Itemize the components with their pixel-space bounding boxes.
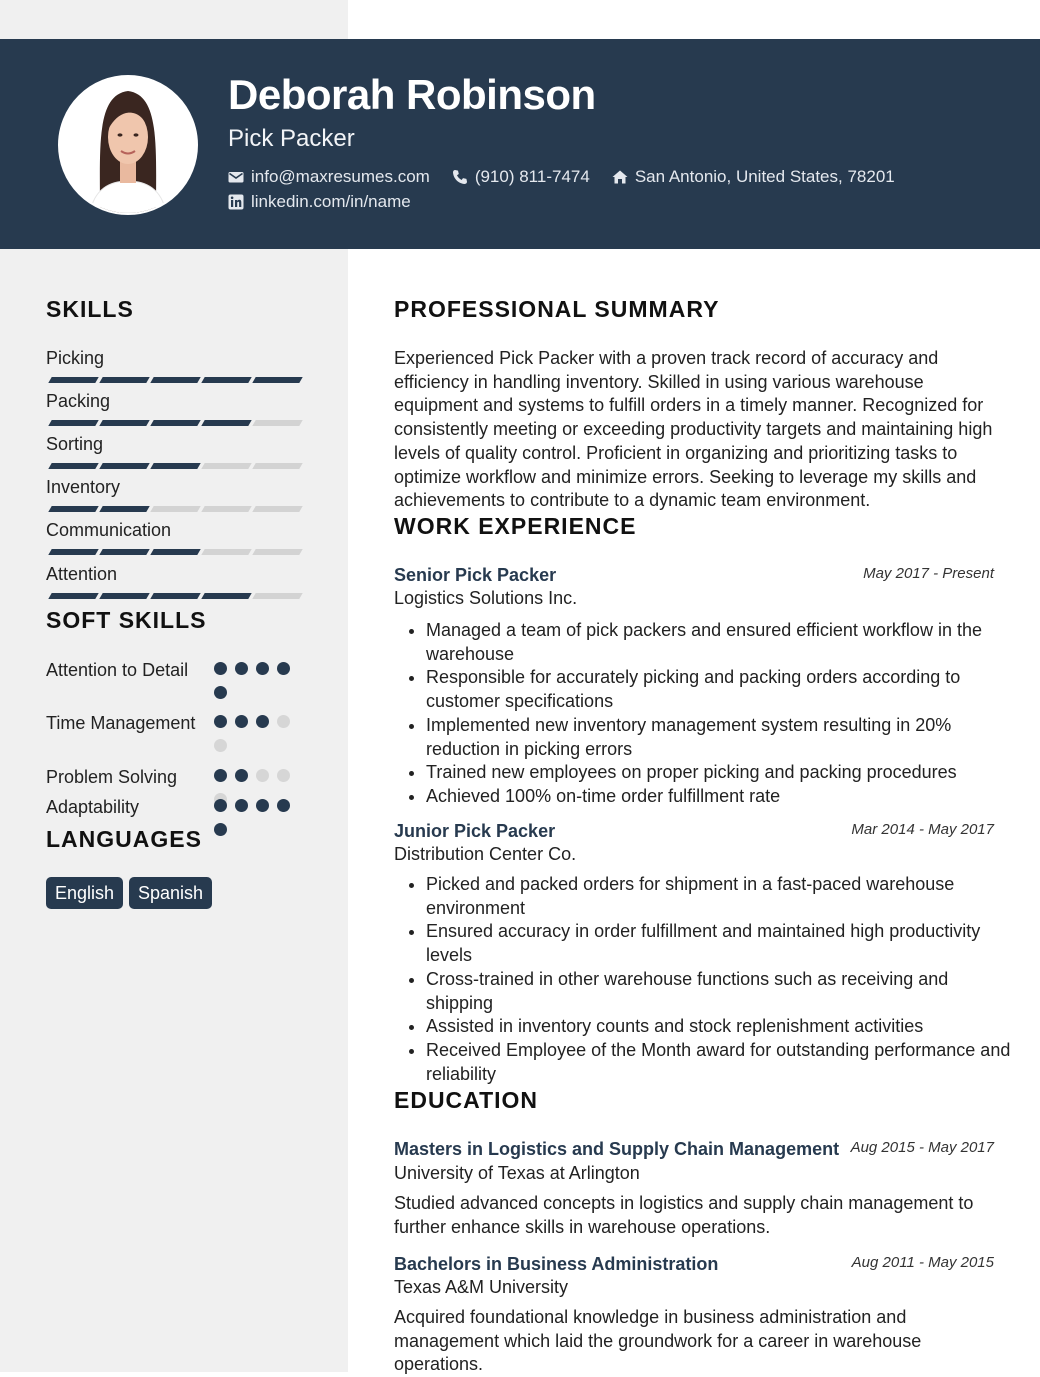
experience-heading: WORK EXPERIENCE	[394, 513, 637, 539]
skill-bar	[46, 420, 302, 426]
rating-dot	[214, 823, 227, 836]
job-company: Distribution Center Co.	[394, 844, 577, 864]
list-item: • Assisted in inventory counts and stock replenishment activities	[426, 1015, 1018, 1039]
skill-bar-segment	[252, 593, 302, 599]
skill-label: Picking	[46, 348, 105, 368]
education-dates: Aug 2015 - May 2017	[850, 1139, 994, 1156]
rating-dot	[214, 715, 227, 728]
rating-dot	[277, 662, 290, 675]
skill-label: Packing	[46, 391, 111, 411]
rating-dot	[256, 799, 269, 812]
education-dates: Aug 2011 - May 2015	[851, 1254, 994, 1271]
rating-dot	[235, 662, 248, 675]
rating-dot	[235, 715, 248, 728]
skill-bar-segment	[201, 593, 251, 599]
contact-phone[interactable]	[452, 167, 590, 187]
rating-dot	[256, 662, 269, 675]
rating-dot	[214, 686, 227, 699]
skill-bar-segment	[252, 463, 302, 469]
rating-dot	[277, 799, 290, 812]
skill-bar-segment	[48, 593, 98, 599]
job-bullets	[404, 873, 1018, 1086]
skill-bar-segment	[150, 593, 200, 599]
job-dates: Mar 2014 - May 2017	[851, 821, 994, 838]
skill-bar-segment	[150, 463, 200, 469]
skill-bar-segment	[48, 549, 98, 555]
rating-dot	[256, 715, 269, 728]
summary-heading: PROFESSIONAL SUMMARY	[394, 296, 720, 322]
skill-bar-segment	[99, 377, 149, 383]
soft-skill-label: Attention to Detail	[46, 660, 189, 680]
soft-skill-label: Adaptability	[46, 797, 140, 817]
skill-bar-segment	[48, 420, 98, 426]
phone-text: (910) 811-7474	[474, 167, 590, 186]
skill-bar-segment	[252, 549, 302, 555]
skill-bar-segment	[252, 506, 302, 512]
education-heading: EDUCATION	[394, 1087, 539, 1113]
contact-row-primary	[228, 167, 917, 187]
skill-bar-segment	[201, 506, 251, 512]
contact-address	[612, 167, 895, 187]
language-badge-spanish: Spanish	[129, 877, 212, 909]
list-item: • Achieved 100% on-time order fulfillment rate	[426, 785, 1018, 809]
school-name: University of Texas at Arlington	[394, 1163, 640, 1183]
contact-linkedin[interactable]	[228, 192, 411, 212]
skill-bar	[46, 377, 302, 383]
skill-bar-segment	[99, 420, 149, 426]
job-company: Logistics Solutions Inc.	[394, 588, 578, 608]
job-dates: May 2017 - Present	[863, 565, 994, 582]
linkedin-icon	[228, 194, 244, 210]
list-item: • Responsible for accurately picking and packing orders according to customer specifications	[426, 666, 1018, 713]
skill-bar-segment	[150, 549, 200, 555]
skill-label: Communication	[46, 520, 172, 540]
rating-dot	[214, 799, 227, 812]
degree-title: Bachelors in Business Administration	[394, 1254, 719, 1274]
candidate-title: Pick Packer	[228, 125, 355, 152]
rating-dot	[235, 799, 248, 812]
contact-row-secondary	[228, 192, 433, 212]
skill-bar-segment	[48, 463, 98, 469]
list-item: • Received Employee of the Month award for outstanding performance and reliability	[426, 1039, 1018, 1086]
degree-title: Masters in Logistics and Supply Chain Management	[394, 1139, 840, 1159]
skill-bar-segment	[99, 593, 149, 599]
skill-label: Inventory	[46, 477, 121, 497]
rating-dot	[277, 715, 290, 728]
rating-dot	[214, 739, 227, 752]
candidate-name: Deborah Robinson	[228, 71, 596, 118]
rating-dot	[256, 769, 269, 782]
summary-text: Experienced Pick Packer with a proven track record of accuracy and efficiency in handling inventory. Skilled in using various warehouse equipment and systems to fulfill orders in a timely manner. Recognized for consistently meeting or exceeding productivity targets and maintaining high levels of quality control. Proficient in organizing and prioritizing tasks to optimize workflow and minimize errors. Seeking to leverage my skills and achievements to contribute to a dynamic team environment.	[394, 348, 993, 511]
skill-bar	[46, 549, 302, 555]
job-bullets	[404, 619, 1018, 809]
list-item: • Implemented new inventory management system resulting in 20% reduction in picking errors	[426, 714, 1018, 761]
soft-skill-label: Problem Solving	[46, 767, 178, 787]
skill-bar-segment	[201, 420, 251, 426]
skill-bar-segment	[252, 420, 302, 426]
skill-bar-segment	[201, 549, 251, 555]
avatar-portrait-icon	[60, 77, 196, 213]
contact-email[interactable]	[228, 167, 430, 187]
list-item: • Trained new employees on proper picking and packing procedures	[426, 761, 1018, 785]
soft-skills-heading: SOFT SKILLS	[46, 607, 207, 633]
address-text: San Antonio, United States, 78201	[634, 167, 895, 186]
skill-label: Attention	[46, 564, 118, 584]
soft-skill-label: Time Management	[46, 713, 196, 733]
skill-bar-segment	[150, 506, 200, 512]
skill-bar-segment	[150, 377, 200, 383]
skill-bar-segment	[99, 463, 149, 469]
envelope-icon	[228, 169, 244, 185]
rating-dot	[214, 769, 227, 782]
skills-heading: SKILLS	[46, 296, 134, 322]
skill-bar-segment	[201, 377, 251, 383]
rating-dot	[214, 662, 227, 675]
skill-label: Sorting	[46, 434, 104, 454]
skill-bar	[46, 593, 302, 599]
job-title: Senior Pick Packer	[394, 565, 557, 585]
skill-bar	[46, 463, 302, 469]
rating-dot	[277, 769, 290, 782]
education-description: Acquired foundational knowledge in business administration and management which laid the groundwork for a career in warehouse operations.	[394, 1307, 922, 1375]
linkedin-text: linkedin.com/in/name	[251, 192, 411, 211]
list-item: • Managed a team of pick packers and ensured efficient workflow in the warehouse	[426, 619, 1018, 666]
job-title: Junior Pick Packer	[394, 821, 556, 841]
avatar	[58, 75, 198, 215]
school-name: Texas A&M University	[394, 1277, 569, 1297]
list-item: • Picked and packed orders for shipment in a fast-paced warehouse environment	[426, 873, 1018, 920]
list-item: • Ensured accuracy in order fulfillment and maintained high productivity levels	[426, 920, 1018, 967]
skill-bar-segment	[201, 463, 251, 469]
skill-bar-segment	[99, 506, 149, 512]
skill-bar-segment	[150, 420, 200, 426]
skill-bar-segment	[252, 377, 302, 383]
home-icon	[612, 169, 628, 185]
languages-heading: LANGUAGES	[46, 826, 202, 852]
list-item: • Cross-trained in other warehouse functions such as receiving and shipping	[426, 968, 1018, 1015]
skill-bar-segment	[48, 506, 98, 512]
skill-bar-segment	[99, 549, 149, 555]
email-text: info@maxresumes.com	[251, 167, 430, 186]
skill-bar-segment	[48, 377, 98, 383]
resume-header	[0, 39, 1040, 249]
language-badge-english: English	[46, 877, 123, 909]
rating-dot	[235, 769, 248, 782]
education-description: Studied advanced concepts in logistics and supply chain management to further enhance skills in warehouse operations.	[394, 1193, 974, 1237]
skill-bar	[46, 506, 302, 512]
phone-icon	[452, 169, 468, 185]
